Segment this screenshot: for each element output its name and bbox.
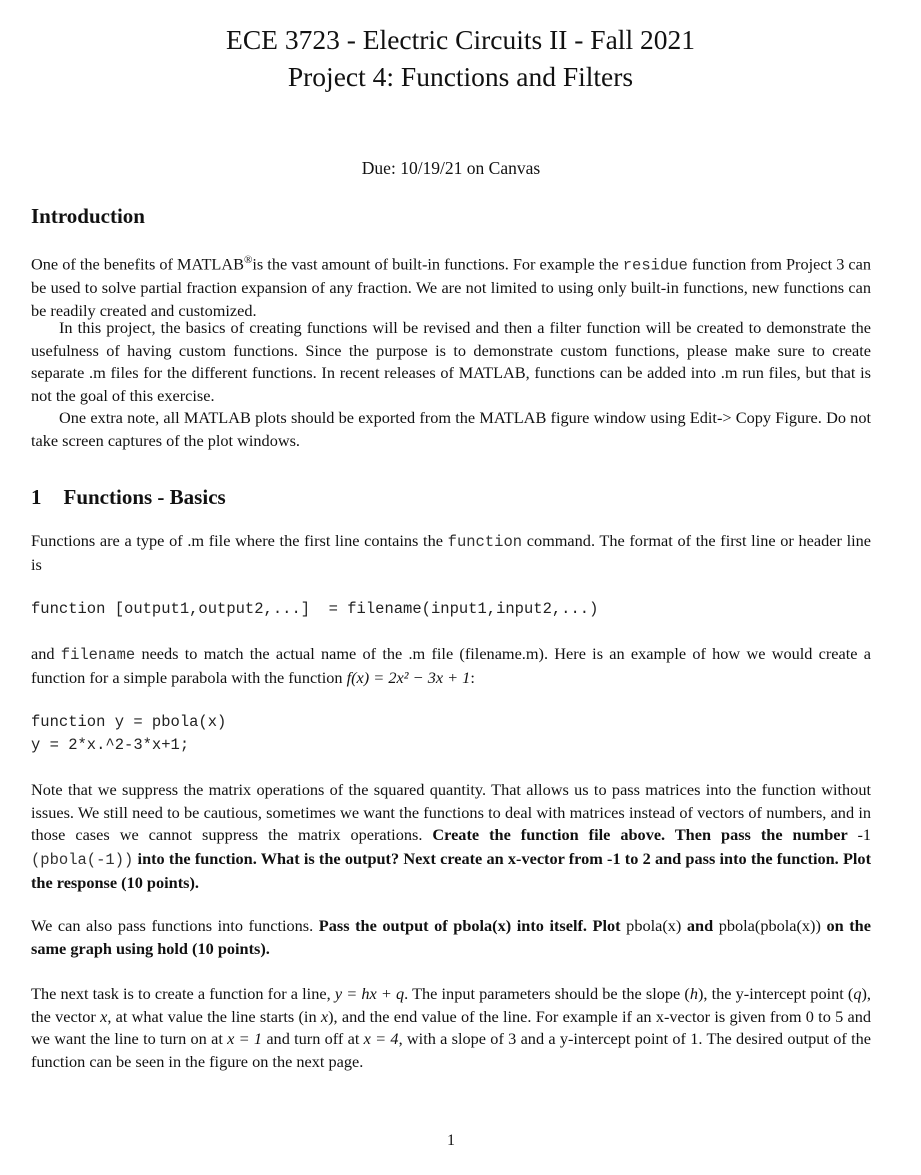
- intro-paragraph-2: In this project, the basics of creating functions will be revised and then a filter function will be created to demonstrate the usefulness of having custom functions. Since the purpose is to demonstrate custom functions, please make sure to create separate .m files for the different functions. In recent releases of MATLAB, functions can be added into .m run files, but that is not the goal of this exercise.: [31, 318, 871, 406]
- math-expression: f(x) = 2x² − 3x + 1: [346, 667, 471, 687]
- inline-code: filename: [60, 646, 136, 664]
- intro-paragraph-3: One extra note, all MATLAB plots should be exported from the MATLAB figure window using Edit-> Copy Figure. Do not take screen captures of the plot windows.: [31, 408, 871, 450]
- due-date: Due: 10/19/21 on Canvas: [361, 158, 541, 178]
- document-title: ECE 3723 - Electric Circuits II - Fall 2021: [226, 24, 695, 55]
- inline-code: function: [447, 533, 523, 551]
- section-1-paragraph-4: We can also pass functions into functions. Pass the output of pbola(x) into itself. Plot pbola(x) and pbola(pbola(x)) on the same graph using hold (10 points).: [31, 916, 871, 958]
- section-1-paragraph-5: The next task is to create a function for a line, y = hx + q. The input parameters should be the slope (h), the y-intercept point (q), the vector x, at what value the line starts (in x), and the end value of the line. For example if an x-vector is given from 0 to 5 and we want the line to turn on at x = 1 and turn off at x = 4, with a slope of 3 and a y-intercept point of 1. The desired output of the function can be seen in the figure on the next page.: [31, 984, 871, 1072]
- introduction-heading: Introduction: [31, 204, 145, 228]
- document-subtitle: Project 4: Functions and Filters: [287, 61, 634, 92]
- intro-paragraph-1: One of the benefits of MATLAB®is the vast amount of built-in functions. For example the residue function from Project 3 can be used to solve partial fraction expansion of any fraction. We are not limited to using only built-in functions, new functions can be readily created and customized.: [31, 254, 872, 320]
- code-block-pbola: function y = pbola(x) y = 2*x.^2-3*x+1;: [31, 713, 227, 754]
- section-1-paragraph-2: and filename needs to match the actual name of the .m file (filename.m). Here is an example of how we would create a function for a simple parabola with the function f(x) = 2x² − 3x + 1:: [31, 644, 871, 687]
- section-1-paragraph-1: Functions are a type of .m file where the first line contains the function command. The format of the first line or header line is: [31, 531, 871, 574]
- code-block-header: function [output1,output2,...] = filename(input1,input2,...): [31, 600, 599, 618]
- page-number: 1: [447, 1132, 455, 1149]
- section-1-paragraph-3: Note that we suppress the matrix operations of the squared quantity. That allows us to pass matrices into the function without issues. We still need to be cautious, sometimes we want the functions to deal with matrices instead of vectors of numbers, and in those cases we cannot suppress the matrix operations. Create the function file above. Then pass the number -1 (pbola(-1)) into the function. What is the output? Next create an x-vector from -1 to 2 and pass into the function. Plot the response (10 points).: [31, 780, 871, 892]
- inline-code: residue: [622, 256, 688, 275]
- inline-code: (pbola(-1)): [31, 851, 134, 870]
- section-1-heading: 1 Functions - Basics: [31, 485, 226, 509]
